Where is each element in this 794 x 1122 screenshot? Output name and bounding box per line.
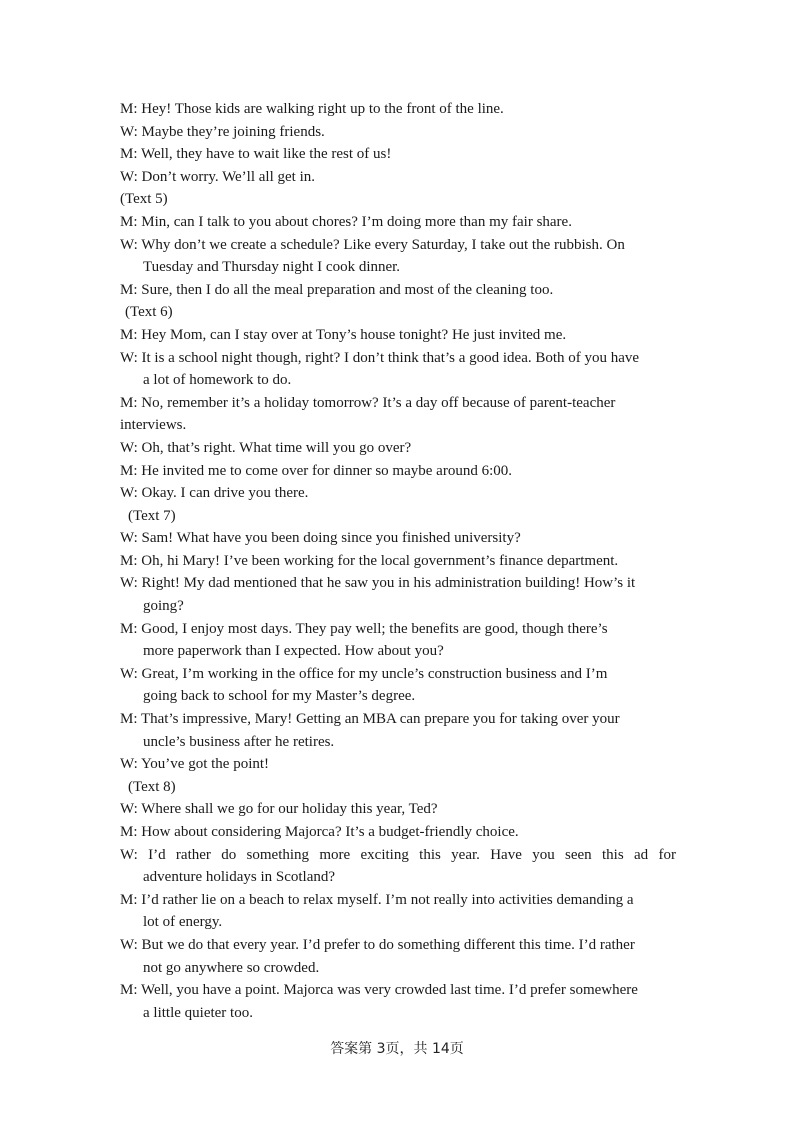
dialogue-line-continued: a little quieter too.: [143, 1004, 253, 1021]
dialogue-line: W: Maybe they’re joining friends.: [120, 123, 325, 140]
dialogue-line: M: Well, you have a point. Majorca was very crowded last time. I’d prefer somewhere: [120, 982, 638, 999]
dialogue-line: M: Sure, then I do all the meal preparation and most of the cleaning too.: [120, 281, 554, 298]
dialogue-line: M: No, remember it’s a holiday tomorrow? It’s a day off because of parent-teacher: [120, 394, 616, 411]
dialogue-line-continued: uncle’s business after he retires.: [143, 733, 335, 750]
section-heading: (Text 6): [125, 304, 173, 321]
dialogue-line: M: Oh, hi Mary! I’ve been working for the local government’s finance department.: [120, 552, 619, 569]
dialogue-line: M: Min, can I talk to you about chores? I’m doing more than my fair share.: [120, 213, 572, 230]
dialogue-line-continued: Tuesday and Thursday night I cook dinner.: [143, 259, 401, 276]
dialogue-line-continued: going?: [143, 598, 184, 615]
dialogue-line-continued: interviews.: [120, 417, 187, 434]
dialogue-line: W: Where shall we go for our holiday this year, Ted?: [120, 801, 438, 818]
dialogue-line: W: I’d rather do something more exciting this year. Have you seen this ad for: [120, 846, 676, 863]
dialogue-text: [120, 98, 676, 1024]
dialogue-line: M: Hey Mom, can I stay over at Tony’s house tonight? He just invited me.: [120, 326, 567, 343]
dialogue-line: M: Good, I enjoy most days. They pay well; the benefits are good, though there’s: [120, 620, 608, 637]
dialogue-line-continued: lot of energy.: [143, 914, 223, 931]
dialogue-line: W: Great, I’m working in the office for my uncle’s construction business and I’m: [120, 665, 608, 682]
dialogue-line: W: You’ve got the point!: [120, 756, 270, 773]
dialogue-line: M: That’s impressive, Mary! Getting an MBA can prepare you for taking over your: [120, 711, 620, 728]
dialogue-line: M: How about considering Majorca? It’s a budget-friendly choice.: [120, 824, 519, 840]
section-heading: (Text 5): [120, 191, 168, 208]
dialogue-line: M: He invited me to come over for dinner so maybe around 6:00.: [120, 462, 512, 479]
dialogue-line: W: But we do that every year. I’d prefer to do something different this time. I’d rather: [120, 936, 635, 953]
dialogue-line: W: It is a school night though, right? I don’t think that’s a good idea. Both of you have: [120, 349, 640, 366]
dialogue-line-continued: not go anywhere so crowded.: [143, 959, 320, 976]
dialogue-line: W: Sam! What have you been doing since you finished university?: [120, 530, 521, 547]
dialogue-line-continued: going back to school for my Master’s degree.: [143, 688, 416, 705]
dialogue-line: M: I’d rather lie on a beach to relax myself. I’m not really into activities demanding a: [120, 891, 634, 908]
dialogue-line-continued: more paperwork than I expected. How about you?: [143, 643, 444, 660]
page-footer: 答案第 3页，共 14页: [330, 1041, 464, 1057]
dialogue-line: W: Oh, that’s right. What time will you go over?: [120, 439, 412, 456]
section-heading: (Text 7): [128, 507, 176, 524]
dialogue-line: M: Well, they have to wait like the rest of us!: [120, 146, 392, 163]
dialogue-line: W: Don’t worry. We’ll all get in.: [120, 168, 315, 185]
section-heading: (Text 8): [128, 778, 176, 795]
dialogue-line-continued: a lot of homework to do.: [143, 372, 292, 389]
dialogue-line: W: Okay. I can drive you there.: [120, 485, 309, 502]
dialogue-line: W: Right! My dad mentioned that he saw you in his administration building! How’s it: [120, 575, 636, 592]
dialogue-line: W: Why don’t we create a schedule? Like every Saturday, I take out the rubbish. On: [120, 236, 625, 253]
dialogue-line-continued: adventure holidays in Scotland?: [143, 869, 336, 886]
dialogue-line: M: Hey! Those kids are walking right up to the front of the line.: [120, 101, 504, 117]
